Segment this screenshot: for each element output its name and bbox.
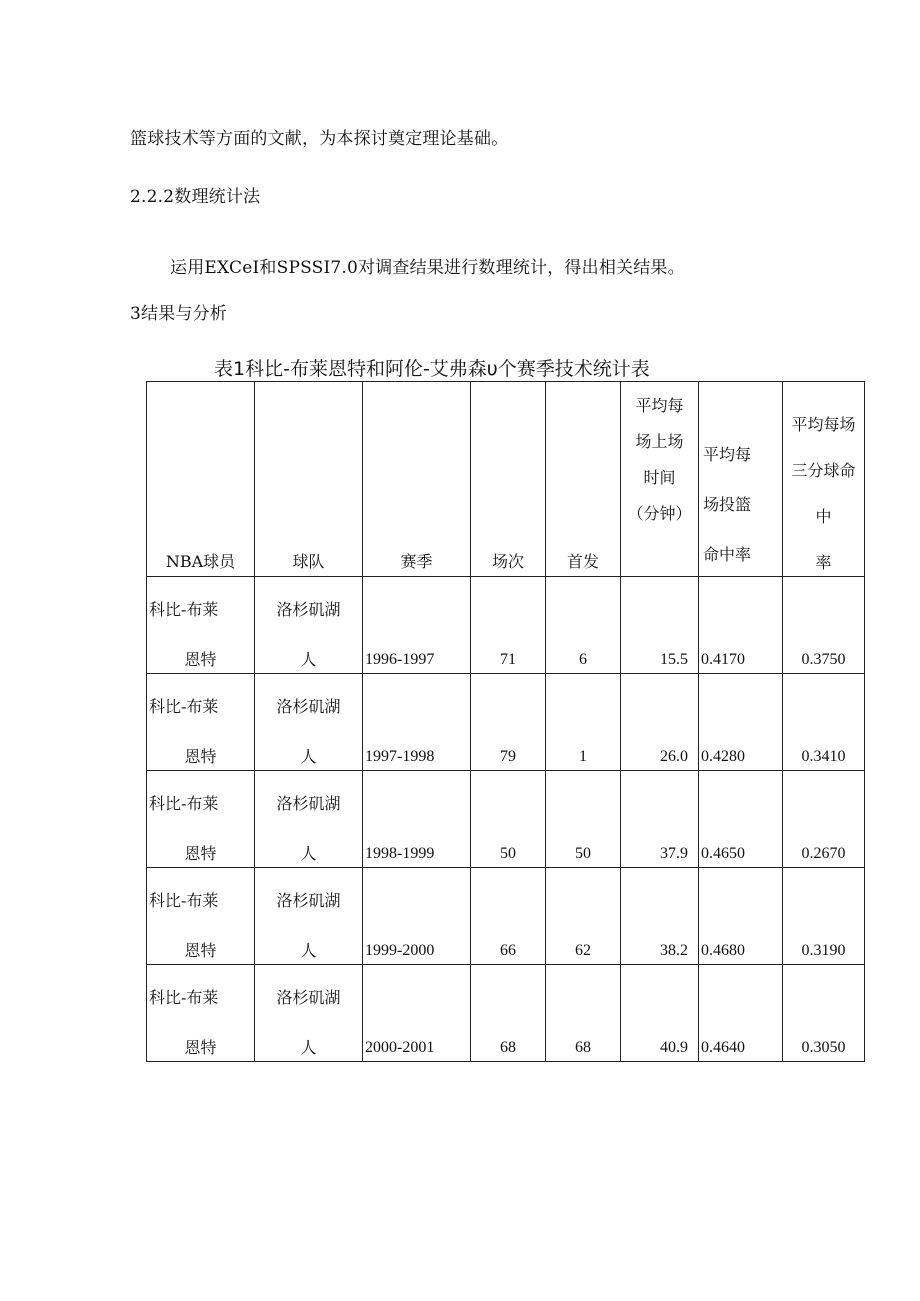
header-season: 赛季 bbox=[363, 382, 471, 577]
cell-minutes: 40.9 bbox=[621, 965, 699, 1062]
header-fg-line: 场投篮 bbox=[703, 495, 752, 514]
table-row bbox=[147, 965, 865, 1062]
cell-starts: 1 bbox=[546, 674, 621, 771]
header-three-line: 平均每场 bbox=[791, 415, 856, 434]
header-fg-line: 平均每 bbox=[703, 445, 752, 464]
cell-player: 科比-布莱 恩特 bbox=[147, 577, 255, 674]
cell-fg-pct: 0.4280 bbox=[699, 674, 783, 771]
cell-three-pct: 0.2670 bbox=[783, 771, 865, 868]
header-fg-line: 命中率 bbox=[703, 545, 752, 564]
header-fg-pct bbox=[699, 382, 783, 577]
cell-season: 1997-1998 bbox=[363, 674, 471, 771]
paragraph-line-1: 篮球技术等方面的文献，为本探讨奠定理论基础。 bbox=[130, 129, 509, 149]
header-minutes-line: 场上场 bbox=[635, 432, 684, 451]
section-heading-2-2-2: 2.2.2数理统计法 bbox=[130, 187, 261, 207]
header-three-line: 三分球命 bbox=[791, 461, 856, 480]
cell-starts: 68 bbox=[546, 965, 621, 1062]
header-minutes-line: 平均每 bbox=[635, 396, 684, 415]
cell-three-pct: 0.3050 bbox=[783, 965, 865, 1062]
header-player: NBA球员 bbox=[147, 382, 255, 577]
cell-team: 洛杉矶湖 人 bbox=[255, 965, 363, 1062]
cell-team: 洛杉矶湖 人 bbox=[255, 577, 363, 674]
cell-team: 洛杉矶湖 人 bbox=[255, 771, 363, 868]
cell-fg-pct: 0.4650 bbox=[699, 771, 783, 868]
cell-player: 科比-布莱 恩特 bbox=[147, 771, 255, 868]
cell-minutes: 38.2 bbox=[621, 868, 699, 965]
header-team: 球队 bbox=[255, 382, 363, 577]
cell-minutes: 15.5 bbox=[621, 577, 699, 674]
cell-games: 50 bbox=[471, 771, 546, 868]
header-games: 场次 bbox=[471, 382, 546, 577]
header-minutes-line: 时间 bbox=[643, 468, 676, 487]
header-three-line: 中 bbox=[815, 507, 832, 526]
table-row bbox=[147, 577, 865, 674]
table-row bbox=[147, 674, 865, 771]
cell-three-pct: 0.3410 bbox=[783, 674, 865, 771]
section-heading-3: 3结果与分析 bbox=[130, 304, 228, 324]
cell-games: 79 bbox=[471, 674, 546, 771]
cell-games: 71 bbox=[471, 577, 546, 674]
header-starts: 首发 bbox=[546, 382, 621, 577]
header-three-line: 率 bbox=[815, 553, 832, 572]
cell-team: 洛杉矶湖 人 bbox=[255, 674, 363, 771]
header-minutes-line: （分钟） bbox=[627, 504, 692, 523]
cell-games: 66 bbox=[471, 868, 546, 965]
cell-minutes: 26.0 bbox=[621, 674, 699, 771]
cell-season: 2000-2001 bbox=[363, 965, 471, 1062]
paragraph-line-2: 运用EXCeI和SPSSI7.0对调查结果进行数理统计，得出相关结果。 bbox=[170, 258, 685, 278]
table-header-row bbox=[147, 382, 865, 577]
cell-three-pct: 0.3190 bbox=[783, 868, 865, 965]
cell-fg-pct: 0.4640 bbox=[699, 965, 783, 1062]
cell-season: 1998-1999 bbox=[363, 771, 471, 868]
cell-team: 洛杉矶湖 人 bbox=[255, 868, 363, 965]
cell-minutes: 37.9 bbox=[621, 771, 699, 868]
header-three-pct bbox=[783, 382, 865, 577]
cell-starts: 62 bbox=[546, 868, 621, 965]
cell-player: 科比-布莱 恩特 bbox=[147, 965, 255, 1062]
cell-player: 科比-布莱 恩特 bbox=[147, 868, 255, 965]
cell-player: 科比-布莱 恩特 bbox=[147, 674, 255, 771]
cell-fg-pct: 0.4680 bbox=[699, 868, 783, 965]
stats-table bbox=[146, 381, 865, 1062]
cell-three-pct: 0.3750 bbox=[783, 577, 865, 674]
table-row bbox=[147, 868, 865, 965]
cell-fg-pct: 0.4170 bbox=[699, 577, 783, 674]
cell-season: 1996-1997 bbox=[363, 577, 471, 674]
table-row bbox=[147, 771, 865, 868]
cell-starts: 6 bbox=[546, 577, 621, 674]
table-caption: 表1科比-布莱恩特和阿伦-艾弗森υ个赛季技术统计表 bbox=[214, 358, 650, 380]
header-minutes bbox=[621, 382, 699, 577]
cell-season: 1999-2000 bbox=[363, 868, 471, 965]
cell-games: 68 bbox=[471, 965, 546, 1062]
cell-starts: 50 bbox=[546, 771, 621, 868]
